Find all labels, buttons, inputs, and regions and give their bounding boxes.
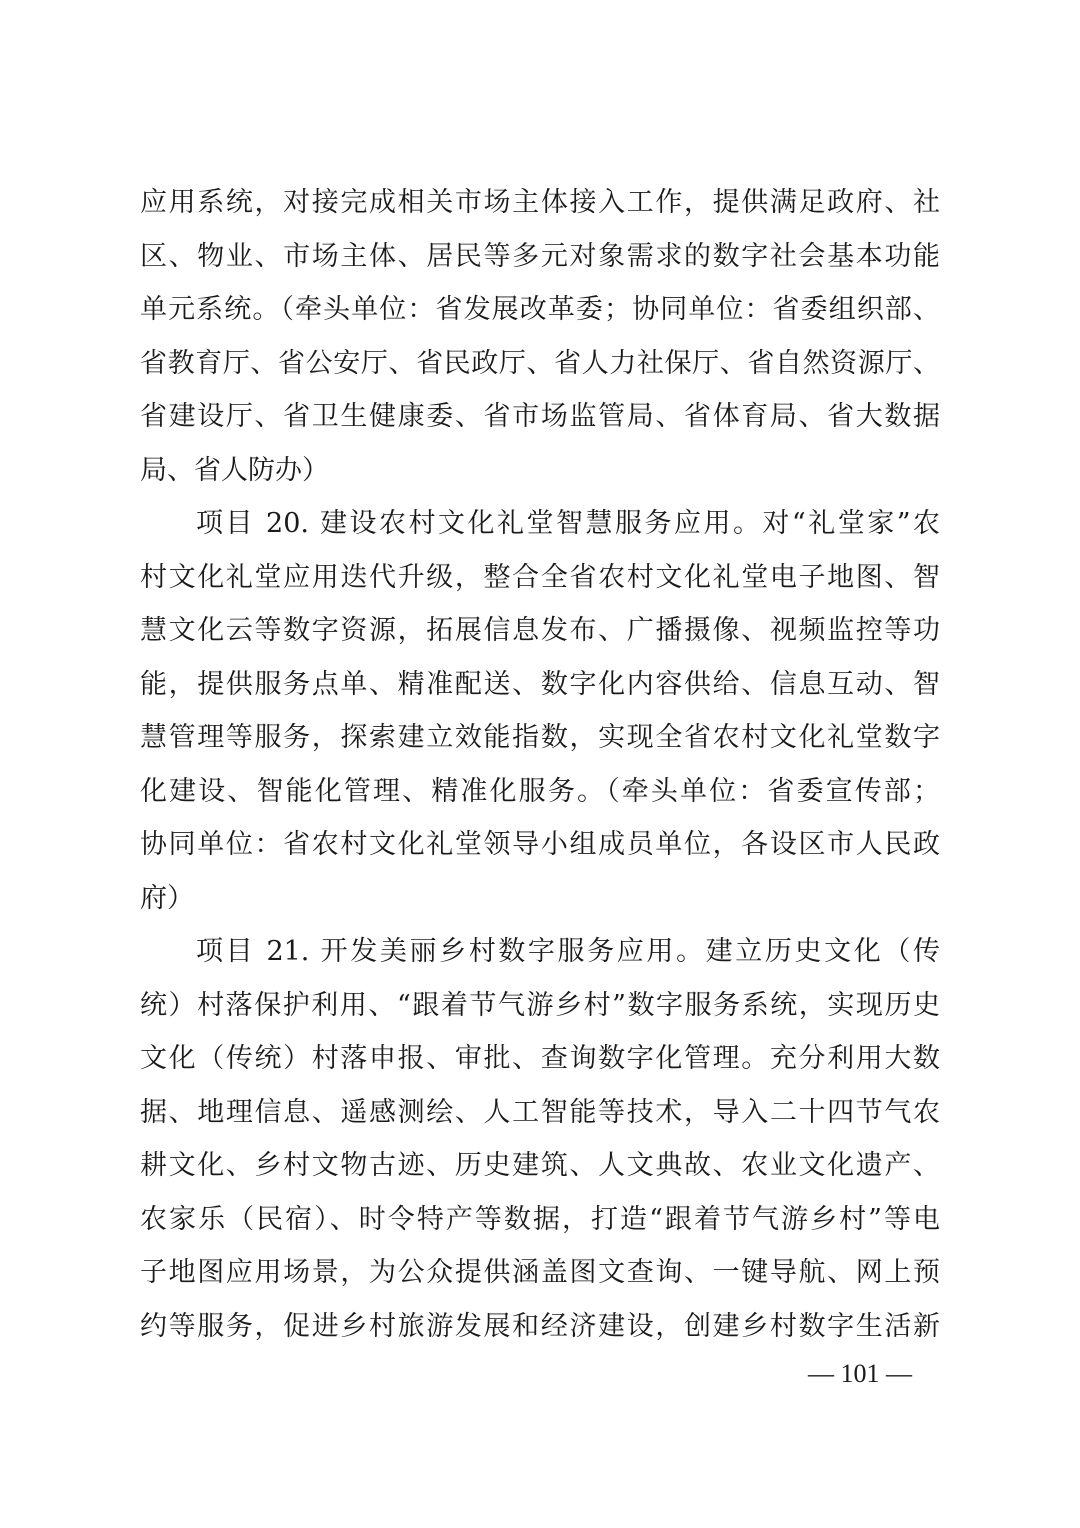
text-line: 村文化礼堂应用迭代升级，整合全省农村文化礼堂电子地图、智 bbox=[140, 561, 940, 593]
text-line: 省建设厅、省卫生健康委、省市场监管局、省体育局、省大数据 bbox=[140, 401, 940, 432]
text-line: 农家乐（民宿）、时令特产等数据，打造“跟着节气游乡村”等电 bbox=[140, 1203, 940, 1235]
text-line: 局、省人防办） bbox=[140, 454, 329, 486]
document-body bbox=[140, 176, 940, 1353]
text-line: 子地图应用场景，为公众提供涵盖图文查询、一键导航、网上预 bbox=[140, 1257, 940, 1288]
text-line: 化建设、智能化管理、精准化服务。（牵头单位：省委宣传部； bbox=[140, 775, 940, 807]
paragraph bbox=[140, 925, 940, 1353]
text-line: 应用系统，对接完成相关市场主体接入工作，提供满足政府、社 bbox=[140, 187, 940, 218]
text-line: 慧文化云等数字资源，拓展信息发布、广播摄像、视频监控等功 bbox=[140, 615, 940, 646]
paragraph bbox=[140, 497, 940, 925]
text-line: 单元系统。（牵头单位：省发展改革委；协同单位：省委组织部、 bbox=[140, 294, 940, 325]
text-line: 区、物业、市场主体、居民等多元对象需求的数字社会基本功能 bbox=[140, 240, 940, 272]
text-line: 统）村落保护利用、“跟着节气游乡村”数字服务系统，实现历史 bbox=[140, 989, 940, 1021]
text-line: 慧管理等服务，探索建立效能指数，实现全省农村文化礼堂数字 bbox=[140, 722, 940, 753]
text-line: 约等服务，促进乡村旅游发展和经济建设，创建乡村数字生活新 bbox=[140, 1310, 940, 1342]
text-line: 府） bbox=[140, 882, 194, 914]
paragraph bbox=[140, 176, 940, 497]
text-line: 耕文化、乡村文物古迹、历史建筑、人文典故、农业文化遗产、 bbox=[140, 1150, 940, 1181]
text-line: 协同单位：省农村文化礼堂领导小组成员单位，各设区市人民政 bbox=[140, 829, 940, 860]
text-line: 能，提供服务点单、精准配送、数字化内容供给、信息互动、智 bbox=[140, 668, 940, 700]
text-line: 据、地理信息、遥感测绘、人工智能等技术，导入二十四节气农 bbox=[140, 1096, 940, 1128]
page-number: — 101 — bbox=[808, 1359, 912, 1388]
text-line: 项目 20. 建设农村文化礼堂智慧服务应用。对“礼堂家”农 bbox=[196, 508, 940, 539]
text-line: 省教育厅、省公安厅、省民政厅、省人力社保厅、省自然资源厅、 bbox=[140, 347, 940, 379]
text-line: 文化（传统）村落申报、审批、查询数字化管理。充分利用大数 bbox=[140, 1043, 940, 1074]
text-line: 项目 21. 开发美丽乡村数字服务应用。建立历史文化（传 bbox=[196, 936, 940, 967]
